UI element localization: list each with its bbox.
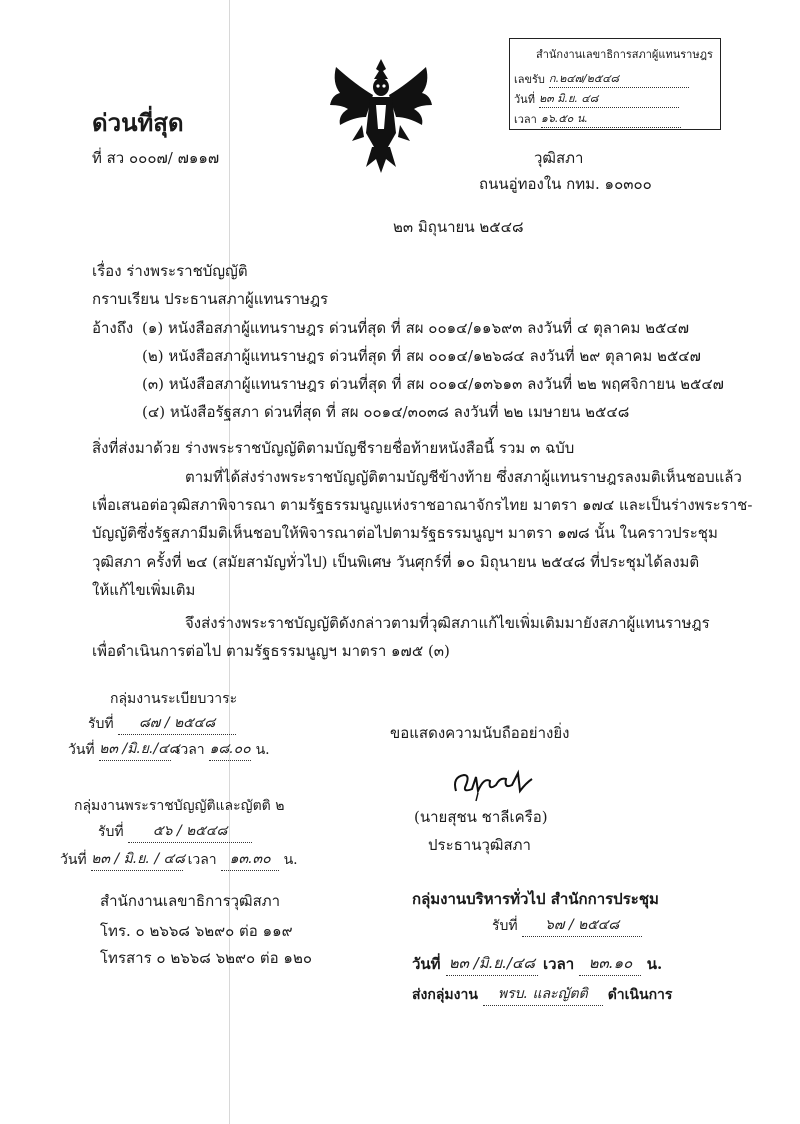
agenda-receipt-value: ๘๗ / ๒๕๔๘ xyxy=(118,712,236,735)
bills-time-unit: น. xyxy=(283,852,298,868)
admin-receipt-label: รับที่ xyxy=(492,918,518,934)
stamp-office: สำนักงานเลขาธิการสภาผู้แทนราษฎร xyxy=(536,48,713,61)
stamp-receipt-value: ก.๒๔๗/๒๕๔๘ xyxy=(549,69,689,88)
bills-stamp-datetime xyxy=(60,848,298,871)
agenda-stamp-receipt xyxy=(88,712,236,735)
body-paragraph-line: ตามที่ได้ส่งร่างพระราชบัญญัติตามบัญชีข้างท้าย ซึ่งสภาผู้แทนราษฎรลงมติเห็นชอบแล้ว xyxy=(185,468,742,486)
agenda-time-value: ๑๘.๐๐ xyxy=(209,738,251,761)
subject: เรื่อง ร่างพระราชบัญญัติ xyxy=(92,262,248,280)
bills-time-value: ๑๓.๓๐ xyxy=(221,848,279,871)
agenda-date-value: ๒๓ /มิ.ย./๔๘ xyxy=(99,738,171,761)
bills-stamp-receipt xyxy=(98,820,252,843)
reference-item: (๒) หนังสือสภาผู้แทนราษฎร ด่วนที่สุด ที่ สผ ๐๐๑๔/๑๒๖๘๔ ลงวันที่ ๒๙ ตุลาคม ๒๕๔๗ xyxy=(142,347,701,365)
admin-date-value: ๒๓ /มิ.ย./๔๘ xyxy=(446,951,538,976)
admin-stamp-datetime xyxy=(412,951,662,976)
agenda-stamp-title: กลุ่มงานระเบียบวาระ xyxy=(110,691,238,707)
agenda-time-label: เวลา xyxy=(175,742,205,758)
body-paragraph-line: บัญญัติซึ่งรัฐสภามีมติเห็นชอบให้พิจารณาต่อไปตามรัฐธรรมนูญฯ มาตรา ๑๗๘ นั้น ในคราวประชุม xyxy=(92,524,718,542)
admin-forward-value: พรบ. และญัตติ xyxy=(483,983,603,1006)
bills-time-label: เวลา xyxy=(187,852,217,868)
stamp-receipt-row xyxy=(514,69,689,88)
salutation: กราบเรียน ประธานสภาผู้แทนราษฎร xyxy=(92,290,329,308)
stamp-time-value: ๑๖.๕๐ น. xyxy=(541,109,681,128)
bills-stamp-title: กลุ่มงานพระราชบัญญัติและญัตติ ๒ xyxy=(74,798,285,814)
body-paragraph-line: จึงส่งร่างพระราชบัญญัติดังกล่าวตามที่วุฒิสภาแก้ไขเพิ่มเติมมายังสภาผู้แทนราษฎร xyxy=(185,614,710,632)
letter-date: ๒๓ มิถุนายน ๒๕๔๘ xyxy=(393,218,524,236)
body-paragraph-line: เพื่อเสนอต่อวุฒิสภาพิจารณา ตามรัฐธรรมนูญแห่งราชอาณาจักรไทย มาตรา ๑๗๔ และเป็นร่างพระราช- xyxy=(92,496,753,514)
bills-date-label: วันที่ xyxy=(60,852,87,868)
reference-item: (๓) หนังสือสภาผู้แทนราษฎร ด่วนที่สุด ที่ สผ ๐๐๑๔/๑๓๖๑๓ ลงวันที่ ๒๒ พฤศจิกายน ๒๕๔๗ xyxy=(142,375,724,393)
reference-intro: อ้างถึง xyxy=(92,319,134,337)
enclosure: สิ่งที่ส่งมาด้วย ร่างพระราชบัญญัติตามบัญชีรายชื่อท้ายหนังสือนี้ รวม ๓ ฉบับ xyxy=(92,439,575,457)
admin-date-label: วันที่ xyxy=(412,955,441,973)
stamp-time-row xyxy=(514,109,681,128)
admin-stamp-receipt xyxy=(492,914,642,937)
stamp-date-value: ๒๓ มิ.ย. ๔๘ xyxy=(539,89,679,108)
reference-item: (๔) หนังสือรัฐสภา ด่วนที่สุด ที่ สผ ๐๐๑๔/๓๐๓๘ ลงวันที่ ๒๒ เมษายน ๒๕๔๘ xyxy=(142,403,630,421)
signer-name: (นายสุชน ชาลีเครือ) xyxy=(414,808,548,826)
stamp-receipt-label: เลขรับ xyxy=(514,73,545,86)
stamp-time-label: เวลา xyxy=(514,113,537,126)
admin-receipt-value: ๖๗ / ๒๕๔๘ xyxy=(522,914,642,937)
body-paragraph-line: ให้แก้ไขเพิ่มเติม xyxy=(92,581,196,599)
admin-time-value: ๒๓.๑๐ xyxy=(579,951,641,976)
closing-regards: ขอแสดงความนับถืออย่างยิ่ง xyxy=(390,724,570,742)
footer-fax: โทรสาร ๐ ๒๖๖๘ ๖๒๙๐ ต่อ ๑๒๐ xyxy=(100,949,312,967)
admin-time-unit: น. xyxy=(646,955,663,973)
admin-stamp-forward xyxy=(412,983,672,1006)
agenda-time-unit: น. xyxy=(255,742,270,758)
urgency-label: ด่วนที่สุด xyxy=(92,108,184,137)
admin-stamp-title: กลุ่มงานบริหารทั่วไป สำนักการประชุม xyxy=(412,890,659,908)
body-paragraph-line: เพื่อดำเนินการต่อไป ตามรัฐธรรมนูญฯ มาตรา ๑๗๕ (๓) xyxy=(92,642,450,660)
signature-icon xyxy=(448,763,538,803)
agenda-receipt-label: รับที่ xyxy=(88,716,114,732)
reference-number: ที่ สว ๐๐๐๗/ ๗๑๑๗ xyxy=(92,149,220,167)
garuda-emblem-icon xyxy=(326,55,436,177)
bills-receipt-value: ๕๖ / ๒๕๔๘ xyxy=(128,820,252,843)
body-paragraph-line: วุฒิสภา ครั้งที่ ๒๔ (สมัยสามัญทั่วไป) เป็นพิเศษ วันศุกร์ที่ ๑๐ มิถุนายน ๒๕๔๘ ที่ประชุมได้ลงมติ xyxy=(92,553,700,571)
stamp-date-row xyxy=(514,89,679,108)
footer-tel: โทร. ๐ ๒๖๖๘ ๖๒๙๐ ต่อ ๑๑๙ xyxy=(100,922,293,940)
agenda-date-label: วันที่ xyxy=(68,742,95,758)
receipt-stamp xyxy=(509,38,721,130)
bills-date-value: ๒๓ / มิ.ย. / ๔๘ xyxy=(91,848,183,871)
admin-forward-label: ส่งกลุ่มงาน xyxy=(412,987,478,1003)
stamp-date-label: วันที่ xyxy=(514,93,535,106)
admin-action-label: ดำเนินการ xyxy=(607,987,673,1003)
footer-office: สำนักงานเลขาธิการวุฒิสภา xyxy=(100,892,281,910)
agenda-stamp-datetime xyxy=(68,738,270,761)
bills-receipt-label: รับที่ xyxy=(98,824,124,840)
sender-address: ถนนอู่ทองใน กทม. ๑๐๓๐๐ xyxy=(479,175,652,193)
sender-org: วุฒิสภา xyxy=(534,149,584,167)
reference-item: (๑) หนังสือสภาผู้แทนราษฎร ด่วนที่สุด ที่ สผ ๐๐๑๔/๑๑๖๙๓ ลงวันที่ ๔ ตุลาคม ๒๕๔๗ xyxy=(142,319,689,337)
signer-position: ประธานวุฒิสภา xyxy=(428,836,531,854)
admin-time-label: เวลา xyxy=(543,955,575,973)
